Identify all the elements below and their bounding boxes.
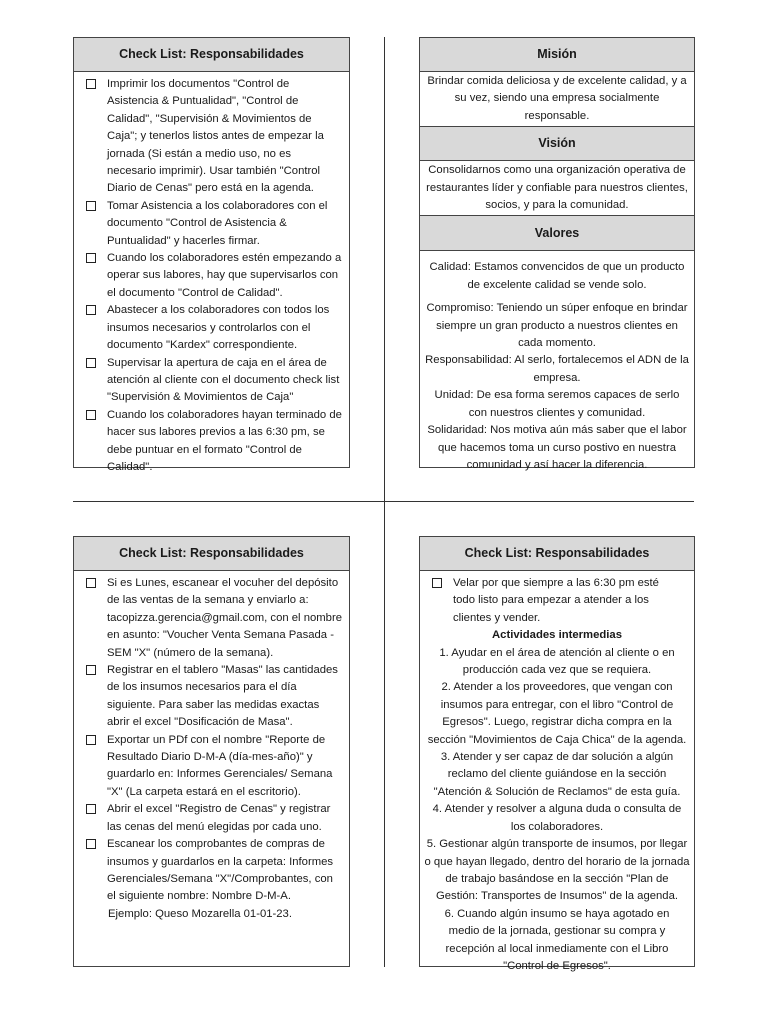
checklist: [74, 571, 349, 906]
checkbox[interactable]: [86, 79, 96, 89]
activity-item: 3. Atender y ser capaz de dar solución a algún reclamo del cliente guiándose en la sección "Atención & Solución de Reclamos" de esta guía.: [433, 751, 681, 798]
checklist-item: Supervisar la apertura de caja en el área de atención al cliente con el documento check list "Supervisión & Movimientos de Caja": [86, 355, 343, 407]
valor-compromiso: Compromiso: Teniendo un súper enfoque en brindar siempre un gran producto a nuestros clientes en cada momento.: [426, 302, 688, 350]
checklist: [420, 571, 694, 627]
checkbox[interactable]: [86, 410, 96, 420]
checklist-item: Velar por que siempre a las 6:30 pm esté todo listo para empezar a atender a los clientes y vender.: [432, 575, 688, 627]
checklist-item: Registrar en el tablero "Masas" las cantidades de los insumos necesarios para el día siguiente. Para saber las medidas exactas abrir el excel "Dosificación de Masa".: [86, 662, 343, 732]
example-note: Ejemplo: Queso Mozarella 01-01-23.: [108, 907, 292, 920]
checklist-card-top-left: [73, 37, 350, 473]
valor-responsabilidad: Responsabilidad: Al serlo, fortalecemos el ADN de la empresa.: [425, 354, 689, 384]
valor-unidad: Unidad: De esa forma seremos capaces de serlo con nuestros clientes y comunidad.: [434, 389, 680, 419]
vision-text: Consolidarnos como una organización operativa de restaurantes líder y confiable para nuestros clientes, socios, y para la comunidad.: [426, 164, 688, 212]
checklist-item: Imprimir los documentos "Control de Asistencia & Puntualidad", "Control de Calidad", "Supervisión & Movimientos de Caja"; y tenerlos listos antes de empezar la jornada (Si están a medio uso, no es necesario imprimir). Usar también "Control Diario de Cenas" pero está en la agenda.: [86, 76, 343, 198]
activity-item: 2. Atender a los proveedores, que vengan con insumos para entregar, con el libro "Control de Egresos". Luego, registrar dicha compra en la sección "Movimientos de Caja Chica" de la agenda.: [427, 681, 687, 746]
checklist: [74, 72, 349, 476]
checkbox[interactable]: [86, 804, 96, 814]
checkbox[interactable]: [86, 735, 96, 745]
checklist-card-bottom-left: [73, 536, 350, 967]
checklist-item: Abrir el excel "Registro de Cenas" y registrar las cenas del menú elegidas por cada uno.: [86, 801, 343, 836]
checkbox[interactable]: [86, 665, 96, 675]
checkbox[interactable]: [86, 253, 96, 263]
checkbox[interactable]: [86, 358, 96, 368]
checklist-item: Si es Lunes, escanear el vocuher del depósito de las ventas de la semana y enviarlo a: tacopizza.gerencia@gmail.com, con el nombre en asunto: "Voucher Venta Semana Pasada - SEM "X" (número de la semana).: [86, 575, 343, 662]
checkbox[interactable]: [86, 305, 96, 315]
activity-item: 4. Atender y resolver a alguna duda o consulta de los colaboradores.: [432, 803, 682, 833]
mision-title: Misión: [420, 38, 694, 72]
card-title: Check List: Responsabilidades: [74, 537, 349, 571]
checkbox[interactable]: [432, 578, 442, 588]
checklist-card-bottom-right: [419, 536, 695, 972]
checkbox[interactable]: [86, 578, 96, 588]
checklist-item: Abastecer a los colaboradores con todos los insumos necesarios y controlarlos con el documento "Kardex" correspondiente.: [86, 302, 343, 354]
checklist-item: Escanear los comprobantes de compras de insumos y guardarlos en la carpeta: Informes Gerenciales/Semana "X"/Comprobantes, con el siguiente nombre: Nombre D-M-A.: [86, 836, 343, 906]
activity-item: 1. Ayudar en el área de atención al cliente o en producción cada vez que se requiera.: [439, 646, 675, 677]
vertical-cut-line: [384, 37, 385, 967]
vision-title: Visión: [420, 126, 694, 161]
activity-item: 6. Cuando algún insumo se haya agotado en medio de la jornada, gestionar su compra y recepción al local inmediamente con el Libro "Control de Egresos".: [444, 907, 670, 972]
valor-solidaridad: Solidaridad: Nos motiva aún más saber que el labor que hacemos toma un curso postivo en nuestra comunidad y así hacer la diferencia.: [427, 424, 687, 471]
checklist-item: Cuando los colaboradores estén empezando a operar sus labores, hay que supervisarlos con el documento "Control de Calidad".: [86, 250, 343, 302]
checklist-item: Exportar un PDf con el nombre "Reporte de Resultado Diario D-M-A (día-mes-año)" y guardarlo en: Informes Gerenciales/ Semana "X" (La carpeta estará en el escritorio).: [86, 732, 343, 802]
card-title: Check List: Responsabilidades: [74, 38, 349, 72]
horizontal-cut-line: [73, 501, 694, 502]
mision-text: Brindar comida deliciosa y de excelente calidad, y a su vez, siendo una empresa socialmente responsable.: [427, 75, 687, 122]
activities-subheading: Actividades intermedias: [492, 629, 622, 642]
activity-item: 5. Gestionar algún transporte de insumos, por llegar o que hayan llegado, dentro del horario de la jornada de trabajo basándose en la sección "Plan de Gestión: Transportes de Insumos" de la agenda.: [424, 838, 690, 903]
checkbox[interactable]: [86, 839, 96, 849]
valor-calidad: Calidad: Estamos convencidos de que un producto de excelente calidad se vende solo.: [429, 261, 685, 291]
checkbox[interactable]: [86, 201, 96, 211]
checklist-item: Cuando los colaboradores hayan terminado de hacer sus labores previos a las 6:30 pm, se debe puntuar en el formato "Control de Calidad".: [86, 407, 343, 477]
checklist-item: Tomar Asistencia a los colaboradores con el documento "Control de Asistencia & Puntualidad" y hacerles firmar.: [86, 198, 343, 250]
card-title: Check List: Responsabilidades: [420, 537, 694, 571]
mission-vision-values-card: [419, 37, 695, 471]
valores-title: Valores: [420, 215, 694, 251]
